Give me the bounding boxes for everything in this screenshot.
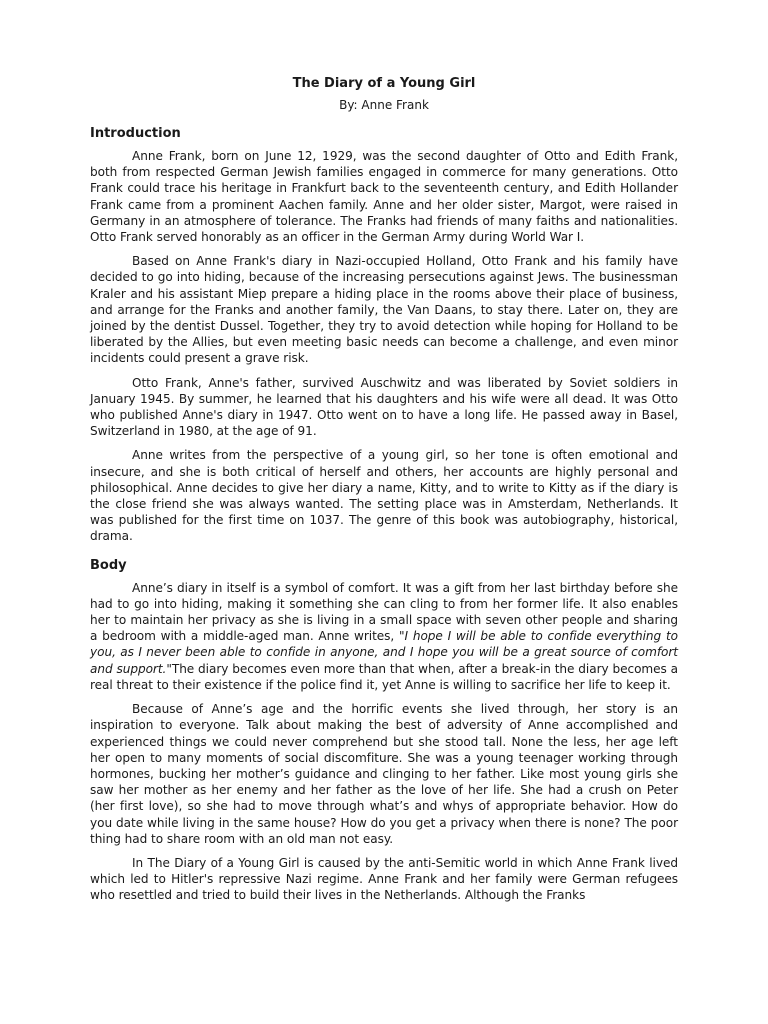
paragraph: Anne Frank, born on June 12, 1929, was the second daughter of Otto and Edith Frank, both from respected German Jewish families engaged in commerce for many generations. Otto Frank could trace his heritage in Frankfurt back to the seventeenth century, and Edith Hollander Frank came from a prominent Aachen family. Anne and her older sister, Margot, were raised in Germany in an atmosphere of tolerance. The Franks had friends of many faiths and nationalities. Otto Frank served honorably as an officer in the German Army during World War I.	[90, 149, 678, 245]
paragraph: Based on Anne Frank's diary in Nazi-occupied Holland, Otto Frank and his family have decided to go into hiding, because of the increasing persecutions against Jews. The businessman Kraler and his assistant Miep prepare a hiding place in the rooms above their place of business, and arrange for the Franks and another family, the Van Daans, to stay there. Later on, they are joined by the dentist Dussel. Together, they try to avoid detection while hoping for Holland to be liberated by the Allies, but even meeting basic needs can become a challenge, and even minor incidents could present a grave risk.	[90, 254, 678, 366]
paragraph: Anne writes from the perspective of a young girl, so her tone is often emotional and insecure, and she is both critical of herself and others, her accounts are highly personal and philosophical. Anne decides to give her diary a name, Kitty, and to write to Kitty as if the diary is the close friend she was always wanted. The setting place was in Amsterdam, Netherlands. It was published for the first time on 1037. The genre of this book was autobiography, historical, drama.	[90, 448, 678, 544]
paragraph: In The Diary of a Young Girl is caused by the anti-Semitic world in which Anne Frank lived which led to Hitler's repressive Nazi regime. Anne Frank and her family were German refugees who resettled and tried to build their lives in the Netherlands. Although the Franks	[90, 855, 678, 903]
paragraph	[90, 580, 678, 693]
paragraph: Because of Anne’s age and the horrific events she lived through, her story is an inspiration to everyone. Talk about making the best of adversity of Anne accomplished and experienced things we could never comprehend but she stood tall. None the less, her age left her open to many moments of social discomfiture. She was a young teenager working through hormones, bucking her mother’s guidance and clinging to her father. Like most young girls she saw her mother as her enemy and her father as the love of her life. She had a crush on Peter (her first love), so she had to move through what’s and whys of appropriate behavior. How do you date while living in the same house? How do you get a privacy when there is none? The poor thing had to share room with an old man not easy.	[90, 702, 678, 846]
paragraph-text: Anne’s diary in itself is a symbol of comfort. It was a gift from her last birthday before she had to go into hiding, making it something she can cling to from her former life. It also enables her to maintain her privacy as she is living in a small space with seven other people and sharing a bedroom with a middle-aged man. Anne writes,	[90, 580, 678, 644]
section-heading-body: Body	[90, 557, 127, 573]
paragraph-text: The diary becomes even more than that when, after a break-in the diary becomes a real threat to their existence if the police find it, yet Anne is willing to sacrifice her life to keep it.	[90, 661, 679, 692]
paragraph: Otto Frank, Anne's father, survived Auschwitz and was liberated by Soviet soldiers in January 1945. By summer, he learned that his daughters and his wife were all dead. It was Otto who published Anne's diary in 1947. Otto went on to have a long life. He passed away in Basel, Switzerland in 1980, at the age of 91.	[90, 375, 678, 439]
document-title: The Diary of a Young Girl	[292, 76, 476, 91]
document-byline: By: Anne Frank	[339, 98, 429, 112]
section-heading-introduction: Introduction	[90, 126, 181, 141]
quoted-diary-text: "I hope I will be able to confide everything to you, as I never been able to confide in anyone, and I hope you will be a great source of comfort and support."	[90, 629, 678, 676]
